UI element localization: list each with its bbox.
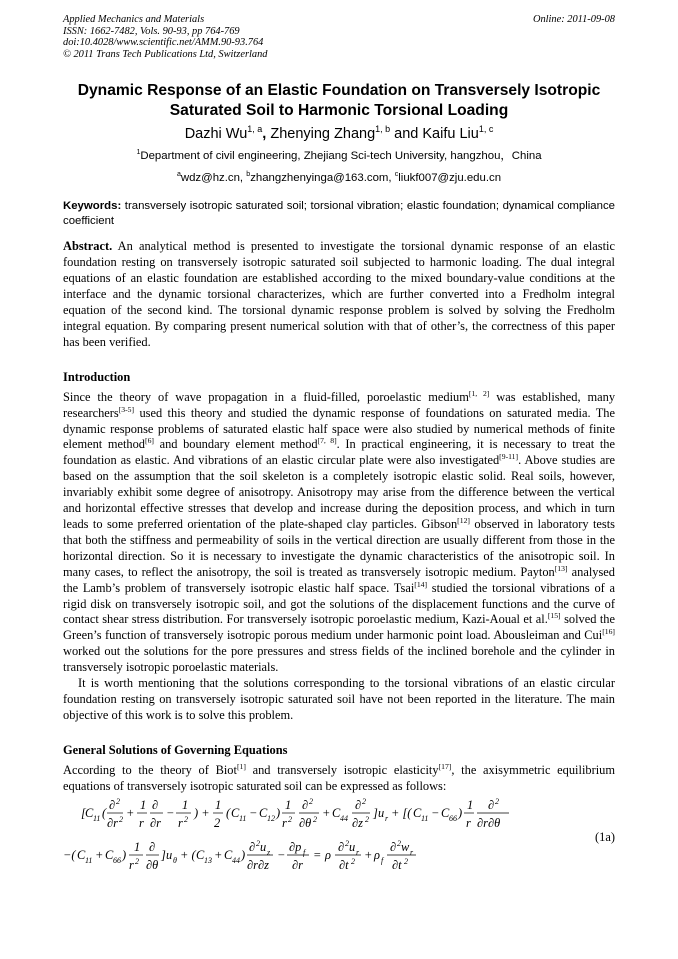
paper-page [63,14,615,875]
equation-number: (1a) [595,829,615,844]
svg-text:u: u [349,839,356,854]
svg-text:C: C [413,805,422,820]
svg-text:u: u [166,847,173,862]
svg-text:2: 2 [495,796,499,806]
abstract [63,239,615,350]
author-name: Dazhi Wu [184,126,248,143]
title-line-1: Dynamic Response of an Elastic Foundation on Transversely Isotropic [77,82,601,100]
svg-text:∂: ∂ [149,839,156,854]
svg-text:2: 2 [313,814,317,824]
svg-text:1: 1 [140,797,147,812]
affiliation-mark: 1 [136,149,141,157]
email-mark: c [394,171,399,179]
journal-copyright: © 2011 Trans Tech Publications Ltd, Switzerland [63,48,268,60]
journal-doi: doi:10.4028/www.scientific.net/AMM.90-93.764 [63,37,264,49]
svg-text:ρ: ρ [374,847,380,862]
author-affiliation-mark: 1, b [375,124,391,135]
svg-text:∂: ∂ [109,797,116,812]
intro-paragraph-1 [63,390,615,676]
svg-text:2: 2 [135,856,139,866]
svg-text:∂θ: ∂θ [299,815,312,830]
svg-text:∂r: ∂r [107,815,118,830]
paragraph-text: . Above studies are based on the assumption that the soil skeleton is a completely isotropic elastic solid. Real soils, however, invariably exhibit some degree of anisotropy. Anisotropy may arise from the difference between the vertical and horizontal effective stresses that develop and increase during the deposition process, and which in turn leads to some preferred orientation of the plate-shaped clay particles. Gibson [63,453,615,531]
svg-text:f: f [303,847,306,857]
email-link[interactable]: wdz@hz.cn [180,172,240,185]
author-affiliation-mark: 1, a [247,124,263,135]
svg-text:): ) [122,847,127,862]
email-link[interactable]: liukf007@zju.edu.cn [398,172,502,185]
svg-text:∂t: ∂t [339,857,349,872]
equation-1a-graphic [63,797,615,875]
paragraph-text: According to the theory of Biot [63,762,237,777]
svg-text:∂: ∂ [302,797,309,812]
svg-text:1: 1 [134,839,141,854]
svg-text:1: 1 [467,797,474,812]
svg-text:C: C [77,847,86,862]
citation-ref[interactable]: [7, 8] [317,436,337,446]
citation-ref[interactable]: [1] [236,761,246,771]
svg-text:+: + [95,847,104,862]
section-heading-general-solutions: General Solutions of Governing Equations [63,742,288,757]
online-date: Online: 2011-09-08 [532,14,615,25]
svg-text:∂z: ∂z [352,815,363,830]
svg-text:1: 1 [215,797,222,812]
svg-text:11: 11 [421,813,429,823]
svg-text:−: − [249,805,258,820]
svg-text:∂: ∂ [355,797,362,812]
svg-text:[: [ [81,805,86,820]
author-emails: $^a$wdz@hz.cn, $^b$zhangzhenyinga@163.com, $^c$liukf007@zju.edu.cn [176,171,502,185]
keywords-text: transversely isotropic saturated soil; torsional vibration; elastic foundation; dynamical compliance coefficient [63,200,616,228]
paragraph-text: solved the Green’s function of transversely isotropic porous medium under harmonic point load. Abousleiman and Cui [63,612,615,643]
affiliation [63,149,615,163]
svg-text:r: r [410,847,414,857]
svg-text:1: 1 [285,797,292,812]
svg-text:11: 11 [85,855,93,865]
svg-text:C: C [105,847,114,862]
svg-text:r: r [385,813,389,823]
journal-name: Applied Mechanics and Materials [63,14,205,25]
journal-header [63,14,615,60]
svg-text:2: 2 [256,838,260,848]
paragraph-text: analysed the Lamb’s problem of transversely isotropic elastic half space. Tsai [63,564,615,595]
svg-text:r: r [282,815,287,830]
svg-text:C: C [224,847,233,862]
svg-text:11: 11 [93,813,101,823]
svg-text:∂r: ∂r [150,815,161,830]
svg-text:+: + [126,805,135,820]
paragraph-text: and transversely isotropic elasticity [245,762,439,777]
paragraph-text: . In practical engineering, it is necessary to treat the foundation as elastic. And vibrations of an elastic circular plate were also investigated [63,437,616,468]
svg-text:r: r [139,815,144,830]
svg-text:44: 44 [340,813,348,823]
svg-text:): ) [241,847,246,862]
paragraph-text: was established, many researchers [63,389,616,420]
svg-text:∂: ∂ [390,839,397,854]
citation-ref[interactable]: [15] [547,611,561,621]
governing-paragraph [63,763,615,795]
section-heading-introduction: Introduction [63,369,131,384]
svg-text:2: 2 [116,796,120,806]
svg-text:−: − [431,805,440,820]
citation-ref[interactable]: [16] [602,627,615,637]
svg-text:2: 2 [214,815,221,830]
citation-ref[interactable]: [9-11] [499,452,519,462]
svg-text:2: 2 [351,856,355,866]
svg-text:r: r [178,815,183,830]
svg-text:w: w [401,839,410,854]
author-name: Kaifu Liu [422,126,479,143]
svg-text:2: 2 [309,796,313,806]
citation-ref[interactable]: [3-5] [118,404,135,414]
svg-text:∂θ: ∂θ [146,857,159,872]
svg-text:+: + [214,847,223,862]
svg-text:66: 66 [113,855,121,865]
svg-text:2: 2 [365,814,369,824]
equation-1a [63,797,615,875]
svg-text:f: f [381,855,384,865]
intro-paragraph-2: It is worth mentioning that the solutions corresponding to the torsional vibrations of an elastic circular foundation resting on transversely isotropic saturated soil have not been reported in the literature. The main objective of this work is to solve this problem. [63,676,615,722]
email-link[interactable]: zhangzhenyinga@163.com [250,172,389,185]
svg-text:44: 44 [232,855,240,865]
svg-text:66: 66 [449,813,457,823]
paragraph-text: worked out the solutions for the pore pressures and stress fields of the inclined borehole and the cylinder in transversely isotropic poroelastic materials. [63,644,615,675]
title-line-2: Saturated Soil to Harmonic Torsional Loading [169,102,509,120]
svg-text:C: C [441,805,450,820]
svg-text:) +: ) + [194,805,210,820]
svg-text:(: ( [226,805,231,820]
svg-text:12: 12 [267,813,275,823]
paragraph-text: , the axisymmetric equilibrium equations of transversely isotropic saturated soil can be expressed as follows: [63,762,615,793]
svg-text:u: u [378,805,385,820]
svg-text:+: + [364,847,373,862]
keywords [63,199,615,229]
svg-text:C: C [332,805,341,820]
svg-text:]: ] [373,805,378,820]
svg-text:∂r: ∂r [292,857,303,872]
paper-title [63,81,615,121]
svg-text:): ) [458,805,463,820]
citation-ref[interactable]: [13] [554,563,568,573]
paragraph-text: observed in laboratory tests that both the stiffness and permeability of soils in the vertical direction are usually different from those in the horizontal direction. So it is necessary to investigate the dynamic characteristics of the anisotropic soil. In many cases, to reflect the anisotropy, the soil is treated as transversely isotropic medium. Payton [63,516,615,579]
svg-text:2: 2 [362,796,366,806]
paragraph-text: used this theory and studied the dynamic response of foundations on saturated media. The dynamic response problems of saturated elastic half space were also studied by numerical methods of finite element method [63,405,615,452]
abstract-text: An analytical method is presented to investigate the torsional dynamic response of an elastic foundation resting on transversely isotropic saturated soil subjected to harmonic loading. The dual integral equations of an elastic foundation are established according to the mixed boundary-value conditions at the interface and the dynamic torsional characterizes, which are further converted into a Fredholm integral equation of the second kind. The torsional dynamic response problem is solved by solving the Fredholm integral equation. By comparing present numerical solution with that of other’s, the correctness of this paper has been verified. [63,239,615,349]
paragraph-text: studied the torsional vibrations of a rigid disk on transversely isotropic soil, and got the solutions of the displacement functions and the curve of contact shear stress distribution. For transversely isotropic poroelastic medium, Kazi-Aoual et al. [63,580,615,627]
email-mark: b [246,171,251,179]
svg-text:−(: −( [63,847,76,862]
svg-text:C: C [259,805,268,820]
citation-ref[interactable]: [12] [457,515,470,525]
svg-text:r: r [466,815,471,830]
svg-text:C: C [196,847,205,862]
svg-text:+: + [322,805,331,820]
paragraph-text: Since the theory of wave propagation in a fluid-filled, poroelastic medium [63,389,469,404]
svg-text:∂r∂θ: ∂r∂θ [477,815,501,830]
author-name: Zhenying Zhang [270,126,376,143]
keywords-label: Keywords: [63,200,122,213]
svg-text:13: 13 [204,855,212,865]
svg-text:r: r [356,847,360,857]
svg-text:ρ: ρ [325,847,331,862]
svg-text:−: − [166,805,175,820]
svg-text:∂r∂z: ∂r∂z [247,857,269,872]
svg-text:]: ] [161,847,166,862]
svg-text:∂: ∂ [338,839,345,854]
citation-ref[interactable]: [1, 2] [468,388,490,398]
svg-text:1: 1 [182,797,189,812]
svg-text:=: = [313,847,322,862]
svg-text:+ (: + ( [180,847,196,862]
svg-text:∂: ∂ [152,797,159,812]
abstract-label: Abstract. [63,239,113,254]
svg-text:∂t: ∂t [392,857,402,872]
svg-text:∂: ∂ [249,839,256,854]
email-mark: a [176,171,181,179]
citation-ref[interactable]: [14] [414,579,428,589]
svg-text:z: z [267,847,271,857]
affiliation-text: Department of civil engineering, Zhejiang Sci-tech University, hangzhou，China [140,150,542,163]
svg-text:): ) [276,805,281,820]
citation-ref[interactable]: [6] [145,436,154,446]
svg-text:2: 2 [119,814,123,824]
svg-text:r: r [129,857,134,872]
svg-text:θ: θ [173,855,177,865]
author-affiliation-mark: 1, c [478,124,494,135]
journal-issn: ISSN: 1662-7482, Vols. 90-93, pp 764-769 [63,25,240,37]
paragraph-text: and boundary element method [153,437,318,452]
svg-text:11: 11 [239,813,247,823]
svg-text:(: ( [102,805,107,820]
svg-text:∂: ∂ [488,797,495,812]
svg-text:∂p: ∂p [289,839,302,854]
svg-text:2: 2 [397,838,401,848]
svg-text:−: − [277,847,286,862]
svg-text:2: 2 [345,838,349,848]
svg-text:C: C [231,805,240,820]
author-list: Dazhi Wu$^{1, a}$, Zhenying Zhang$^{1, b}$ and Kaifu Liu$^{1, c}$ [184,124,494,143]
svg-text:u: u [260,839,267,854]
svg-text:2: 2 [288,814,292,824]
svg-text:2: 2 [404,856,408,866]
svg-text:2: 2 [184,814,188,824]
citation-ref[interactable]: [17] [438,761,452,771]
svg-text:+ [(: + [( [391,805,412,820]
svg-text:C: C [85,805,94,820]
